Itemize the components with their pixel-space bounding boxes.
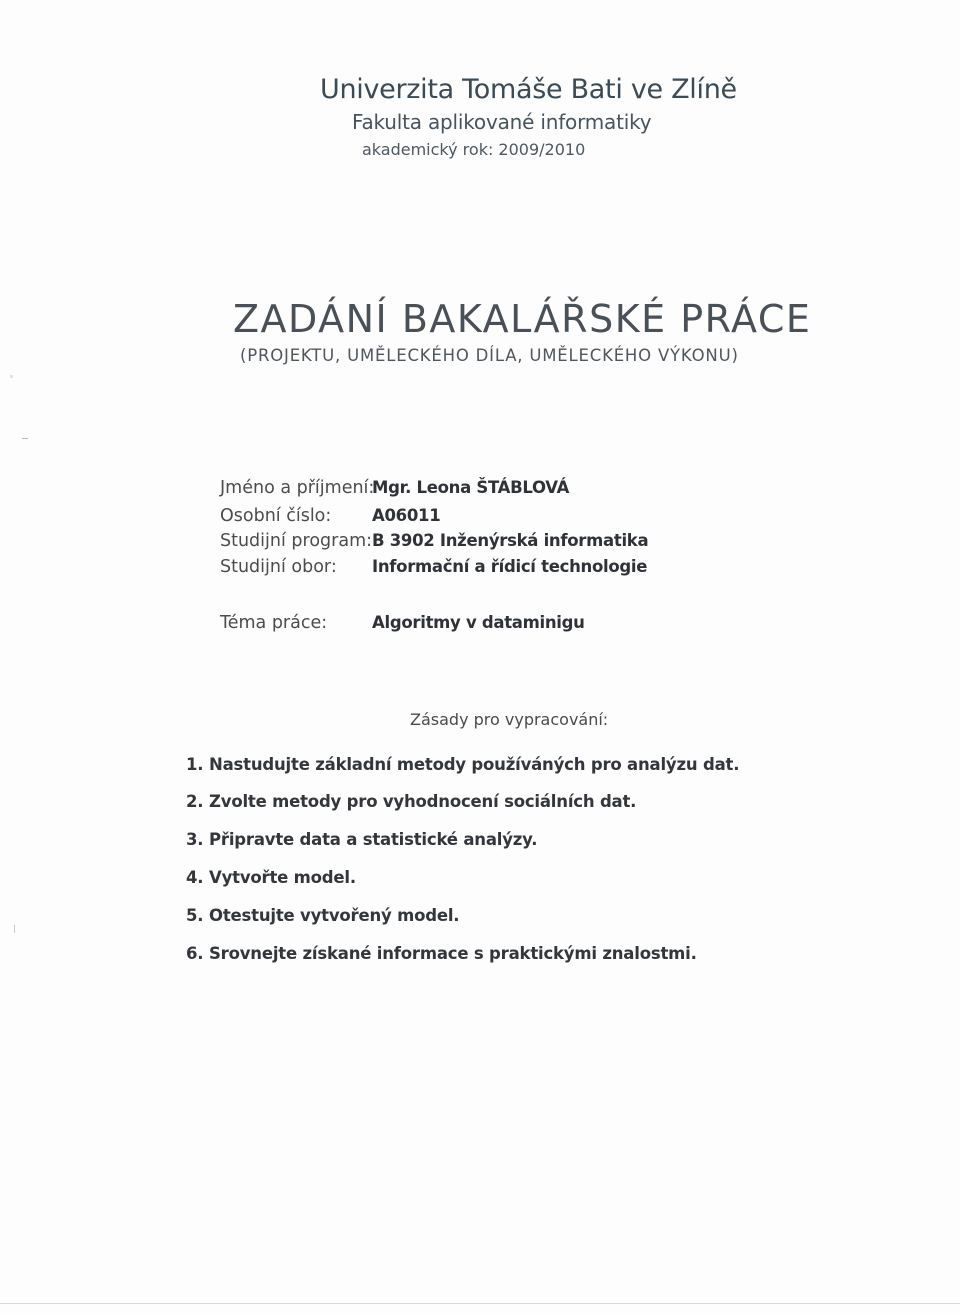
guideline-text: Srovnejte získané informace s praktickými znalostmi. (209, 944, 697, 963)
guideline-text: Vytvořte model. (209, 868, 356, 887)
guideline-number: 5. (186, 906, 204, 925)
faculty-name: Fakulta aplikované informatiky (352, 110, 652, 134)
topic-label: Téma práce: (220, 613, 328, 633)
academic-year: akademický rok: 2009/2010 (362, 140, 586, 159)
guideline-number: 1. (186, 755, 204, 774)
scan-edge-line (0, 1303, 960, 1304)
document-title: ZADÁNÍ BAKALÁŘSKÉ PRÁCE (233, 297, 812, 341)
scan-speck (22, 438, 28, 439)
guideline-number: 4. (186, 868, 204, 887)
guideline-text: Nastudujte základní metody používáných pro analýzu dat. (209, 755, 740, 774)
guidelines-heading: Zásady pro vypracování: (410, 710, 609, 729)
guideline-number: 2. (186, 792, 204, 811)
scan-speck (10, 375, 13, 378)
field-label: Studijní obor: (220, 557, 337, 577)
topic-value: Algoritmy v dataminigu (372, 613, 585, 632)
document-subtitle: (PROJEKTU, UMĚLECKÉHO DÍLA, UMĚLECKÉHO VÝKONU) (240, 346, 739, 365)
guideline-number: 3. (186, 830, 204, 849)
name-value: Mgr. Leona ŠTÁBLOVÁ (372, 478, 570, 497)
field-value: Informační a řídicí technologie (372, 557, 648, 576)
scan-speck (14, 925, 15, 933)
guideline-text: Zvolte metody pro vyhodnocení sociálních dat. (209, 792, 637, 811)
guideline-number: 6. (186, 944, 204, 963)
university-name: Univerzita Tomáše Bati ve Zlíně (320, 74, 737, 105)
id-label: Osobní číslo: (220, 506, 332, 526)
name-label: Jméno a příjmení: (220, 478, 375, 498)
guideline-text: Otestujte vytvořený model. (209, 906, 460, 925)
guideline-text: Připravte data a statistické analýzy. (209, 830, 538, 849)
program-value: B 3902 Inženýrská informatika (372, 531, 649, 550)
program-label: Studijní program: (220, 531, 373, 551)
id-value: A06011 (372, 506, 441, 525)
